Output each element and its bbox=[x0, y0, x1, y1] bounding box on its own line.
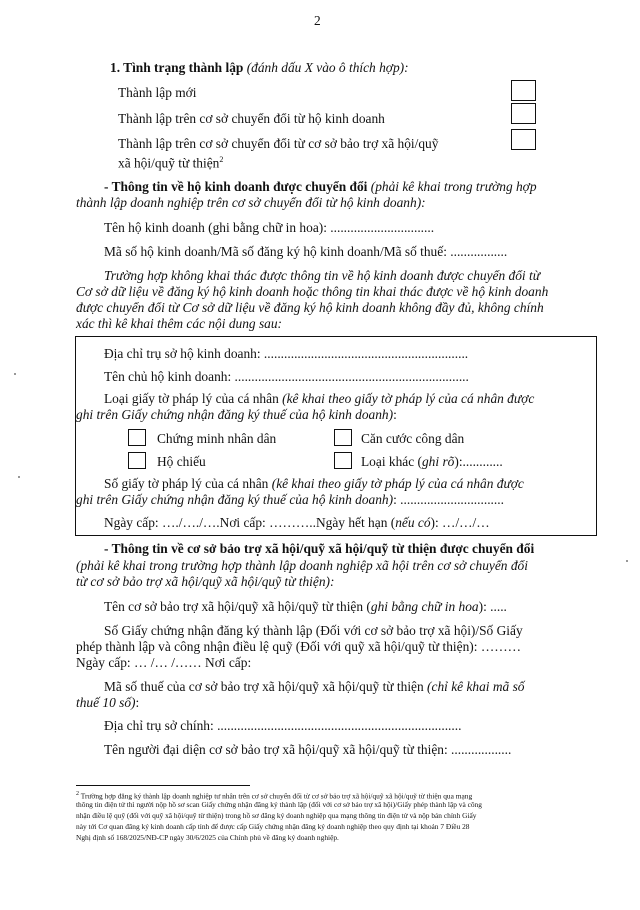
doc-number-text: Số giấy tờ pháp lý của cá nhân bbox=[104, 476, 272, 491]
section-1-note: (đánh dấu X vào ô thích hợp): bbox=[246, 60, 409, 75]
doc-type-label bbox=[104, 390, 534, 407]
option-from-household: Thành lập trên cơ sở chuyển đổi từ hộ kinh doanh bbox=[118, 111, 385, 126]
social-cert-line-1: Số Giấy chứng nhận đăng ký thành lập (Đối với cơ sở bảo trợ xã hội)/Số Giấy bbox=[104, 623, 523, 638]
citizen-id-label: Căn cước công dân bbox=[361, 431, 465, 446]
social-tax-field[interactable] bbox=[76, 694, 139, 711]
social-representative-field[interactable]: Tên người đại diện cơ sở bảo trợ xã hội/quỹ xã hội/quỹ từ thiện: .................. bbox=[104, 742, 512, 757]
other-doc-note: ghi rõ bbox=[421, 454, 455, 469]
footnote-marker: 2 bbox=[76, 791, 79, 797]
passport-label: Hộ chiếu bbox=[157, 454, 206, 469]
footnote-ref-2: 2 bbox=[219, 155, 224, 164]
social-heading: - Thông tin về cơ sở bảo trợ xã hội/quỹ xã hội/quỹ từ thiện được chuyển đổi bbox=[104, 541, 535, 556]
footnote-line-2: thông tin điện tử thì người nộp hồ sơ scan Giấy chứng nhận đăng ký thành lập (đối với cơ sở bảo trợ xã hội)/Giấy phép thành lập và công bbox=[76, 800, 482, 809]
social-name-field[interactable] bbox=[104, 598, 507, 615]
issue-dates-text: Ngày cấp: …./…./….Nơi cấp: ………..Ngày hết hạn ( bbox=[104, 515, 396, 530]
household-italic-1: Trường hợp không khai thác được thông tin về hộ kinh doanh được chuyển đổi từ bbox=[104, 268, 541, 283]
footnote-line-5: Nghị định số 168/2025/NĐ-CP ngày 30/6/2025 của Chính phủ về đăng ký doanh nghiệp. bbox=[76, 833, 339, 842]
household-italic-4: xác thì kê khai thêm các nội dung sau: bbox=[76, 316, 283, 331]
social-tax-label bbox=[104, 678, 524, 695]
social-note-2: từ cơ sở bảo trợ xã hội/quỹ xã hội/quỹ từ thiện): bbox=[76, 574, 335, 589]
section-1-heading bbox=[110, 59, 409, 76]
household-address-field[interactable]: Địa chỉ trụ sở hộ kinh doanh: ............................................................. bbox=[104, 346, 469, 361]
household-italic-3: được chuyển đổi từ Cơ sở dữ liệu về đăng ký hộ kinh doanh không đầy đủ, không chính bbox=[76, 300, 544, 315]
doc-number-note-2: ghi trên Giấy chứng nhận đăng ký thuế của hộ kinh doanh) bbox=[76, 492, 394, 507]
social-tax-text: Mã số thuế của cơ sở bảo trợ xã hội/quỹ xã hội/quỹ từ thiện bbox=[104, 679, 428, 694]
social-cert-field[interactable]: phép thành lập và công nhận điều lệ quỹ (Đối với quỹ xã hội/quỹ từ thiện): ……… bbox=[76, 639, 521, 654]
scan-speck bbox=[626, 560, 628, 562]
social-note-1: (phải kê khai trong trường hợp thành lập doanh nghiệp xã hội trên cơ sở chuyển đổi bbox=[76, 558, 528, 573]
social-name-note: ghi bằng chữ in hoa bbox=[370, 599, 479, 614]
option-from-social bbox=[118, 135, 438, 152]
section-1-title: 1. Tình trạng thành lập bbox=[110, 60, 244, 75]
option-from-social-text2: xã hội/quỹ từ thiện bbox=[118, 155, 220, 171]
doc-type-tail: : bbox=[393, 407, 397, 422]
household-note-2: thành lập doanh nghiệp trên cơ sở chuyển đổi từ hộ kinh doanh): bbox=[76, 195, 426, 210]
social-name-tail: ): ..... bbox=[478, 599, 507, 614]
new-checkbox[interactable] bbox=[511, 80, 536, 101]
footnote-line-3: nhận điều lệ quỹ (đối với quỹ xã hội/quỹ từ thiện) trong hồ sơ đăng ký doanh nghiệp qua mạng thông tin điện tử và nộp bản chính Giấy bbox=[76, 811, 477, 820]
issue-dates-field[interactable] bbox=[104, 514, 490, 531]
footnote-separator bbox=[76, 785, 250, 786]
social-tax-note-1: (chỉ kê khai mã số bbox=[427, 679, 525, 694]
footnote-text-1: Trường hợp đăng ký thành lập doanh nghiệp tư nhân trên cơ sở chuyển đổi từ cơ sở bảo trợ xã hội/quỹ xã hội/quỹ từ thiện qua mạng bbox=[79, 791, 473, 801]
doc-type-note-2: ghi trên Giấy chứng nhận đăng ký thuế của hộ kinh doanh) bbox=[76, 407, 394, 422]
doc-type-label-line2 bbox=[76, 406, 397, 423]
household-italic-2: Cơ sở dữ liệu về đăng ký hộ kinh doanh hoặc thông tin khai thác được về hộ kinh doanh bbox=[76, 284, 549, 299]
option-from-social-line2 bbox=[118, 151, 223, 171]
doc-number-tail: : ............................... bbox=[393, 492, 504, 507]
from-social-checkbox[interactable] bbox=[511, 129, 536, 150]
scan-speck bbox=[18, 476, 20, 478]
option-from-social-text: Thành lập trên cơ sở chuyển đổi từ cơ sở bảo trợ xã hội/quỹ bbox=[118, 136, 439, 151]
scan-speck bbox=[14, 373, 16, 375]
household-title: - Thông tin về hộ kinh doanh được chuyển đổi bbox=[104, 179, 368, 194]
id-card-checkbox[interactable] bbox=[128, 429, 146, 446]
household-owner-field[interactable]: Tên chủ hộ kinh doanh: ...................................................................... bbox=[104, 369, 469, 384]
page-number: 2 bbox=[314, 13, 321, 28]
household-note-1: (phải kê khai trong trường hợp bbox=[367, 179, 537, 194]
footnote-line-4: này tới Cơ quan đăng ký kinh doanh cấp tỉnh để được cấp Giấy chứng nhận đăng ký doanh nghiệp theo quy định tại khoản 7 Điều 28 bbox=[76, 822, 470, 831]
citizen-id-checkbox[interactable] bbox=[334, 429, 352, 446]
doc-number-field[interactable] bbox=[76, 491, 504, 508]
from-household-checkbox[interactable] bbox=[511, 103, 536, 124]
issue-dates-tail: ): …/…/… bbox=[430, 515, 490, 530]
social-address-field[interactable]: Địa chỉ trụ sở chính: ......................................................................... bbox=[104, 718, 462, 733]
social-name-text: Tên cơ sở bảo trợ xã hội/quỹ xã hội/quỹ từ thiện ( bbox=[104, 599, 371, 614]
other-doc-text: Loại khác ( bbox=[361, 454, 422, 469]
doc-number-label bbox=[104, 475, 524, 492]
issue-dates-note: nếu có bbox=[395, 515, 431, 530]
social-cert-issue-field[interactable]: Ngày cấp: … /… /…… Nơi cấp: bbox=[76, 655, 252, 670]
social-tax-tail: : bbox=[135, 695, 140, 710]
other-doc-checkbox[interactable] bbox=[334, 452, 352, 469]
social-tax-note-2: thuế 10 số) bbox=[76, 695, 136, 710]
option-new: Thành lập mới bbox=[118, 85, 197, 100]
doc-type-note-1: (kê khai theo giấy tờ pháp lý của cá nhân được bbox=[282, 391, 535, 406]
household-code-field[interactable]: Mã số hộ kinh doanh/Mã số đăng ký hộ kinh doanh/Mã số thuế: ................. bbox=[104, 244, 508, 259]
doc-type-text: Loại giấy tờ pháp lý của cá nhân bbox=[104, 391, 283, 406]
household-heading bbox=[104, 178, 537, 195]
other-doc-tail: ):............ bbox=[454, 454, 503, 469]
passport-checkbox[interactable] bbox=[128, 452, 146, 469]
household-name-field[interactable]: Tên hộ kinh doanh (ghi bằng chữ in hoa): ............................... bbox=[104, 220, 435, 235]
doc-number-note-1: (kê khai theo giấy tờ pháp lý của cá nhân được bbox=[271, 476, 524, 491]
id-card-label: Chứng minh nhân dân bbox=[157, 431, 277, 446]
other-doc-label bbox=[361, 453, 503, 470]
